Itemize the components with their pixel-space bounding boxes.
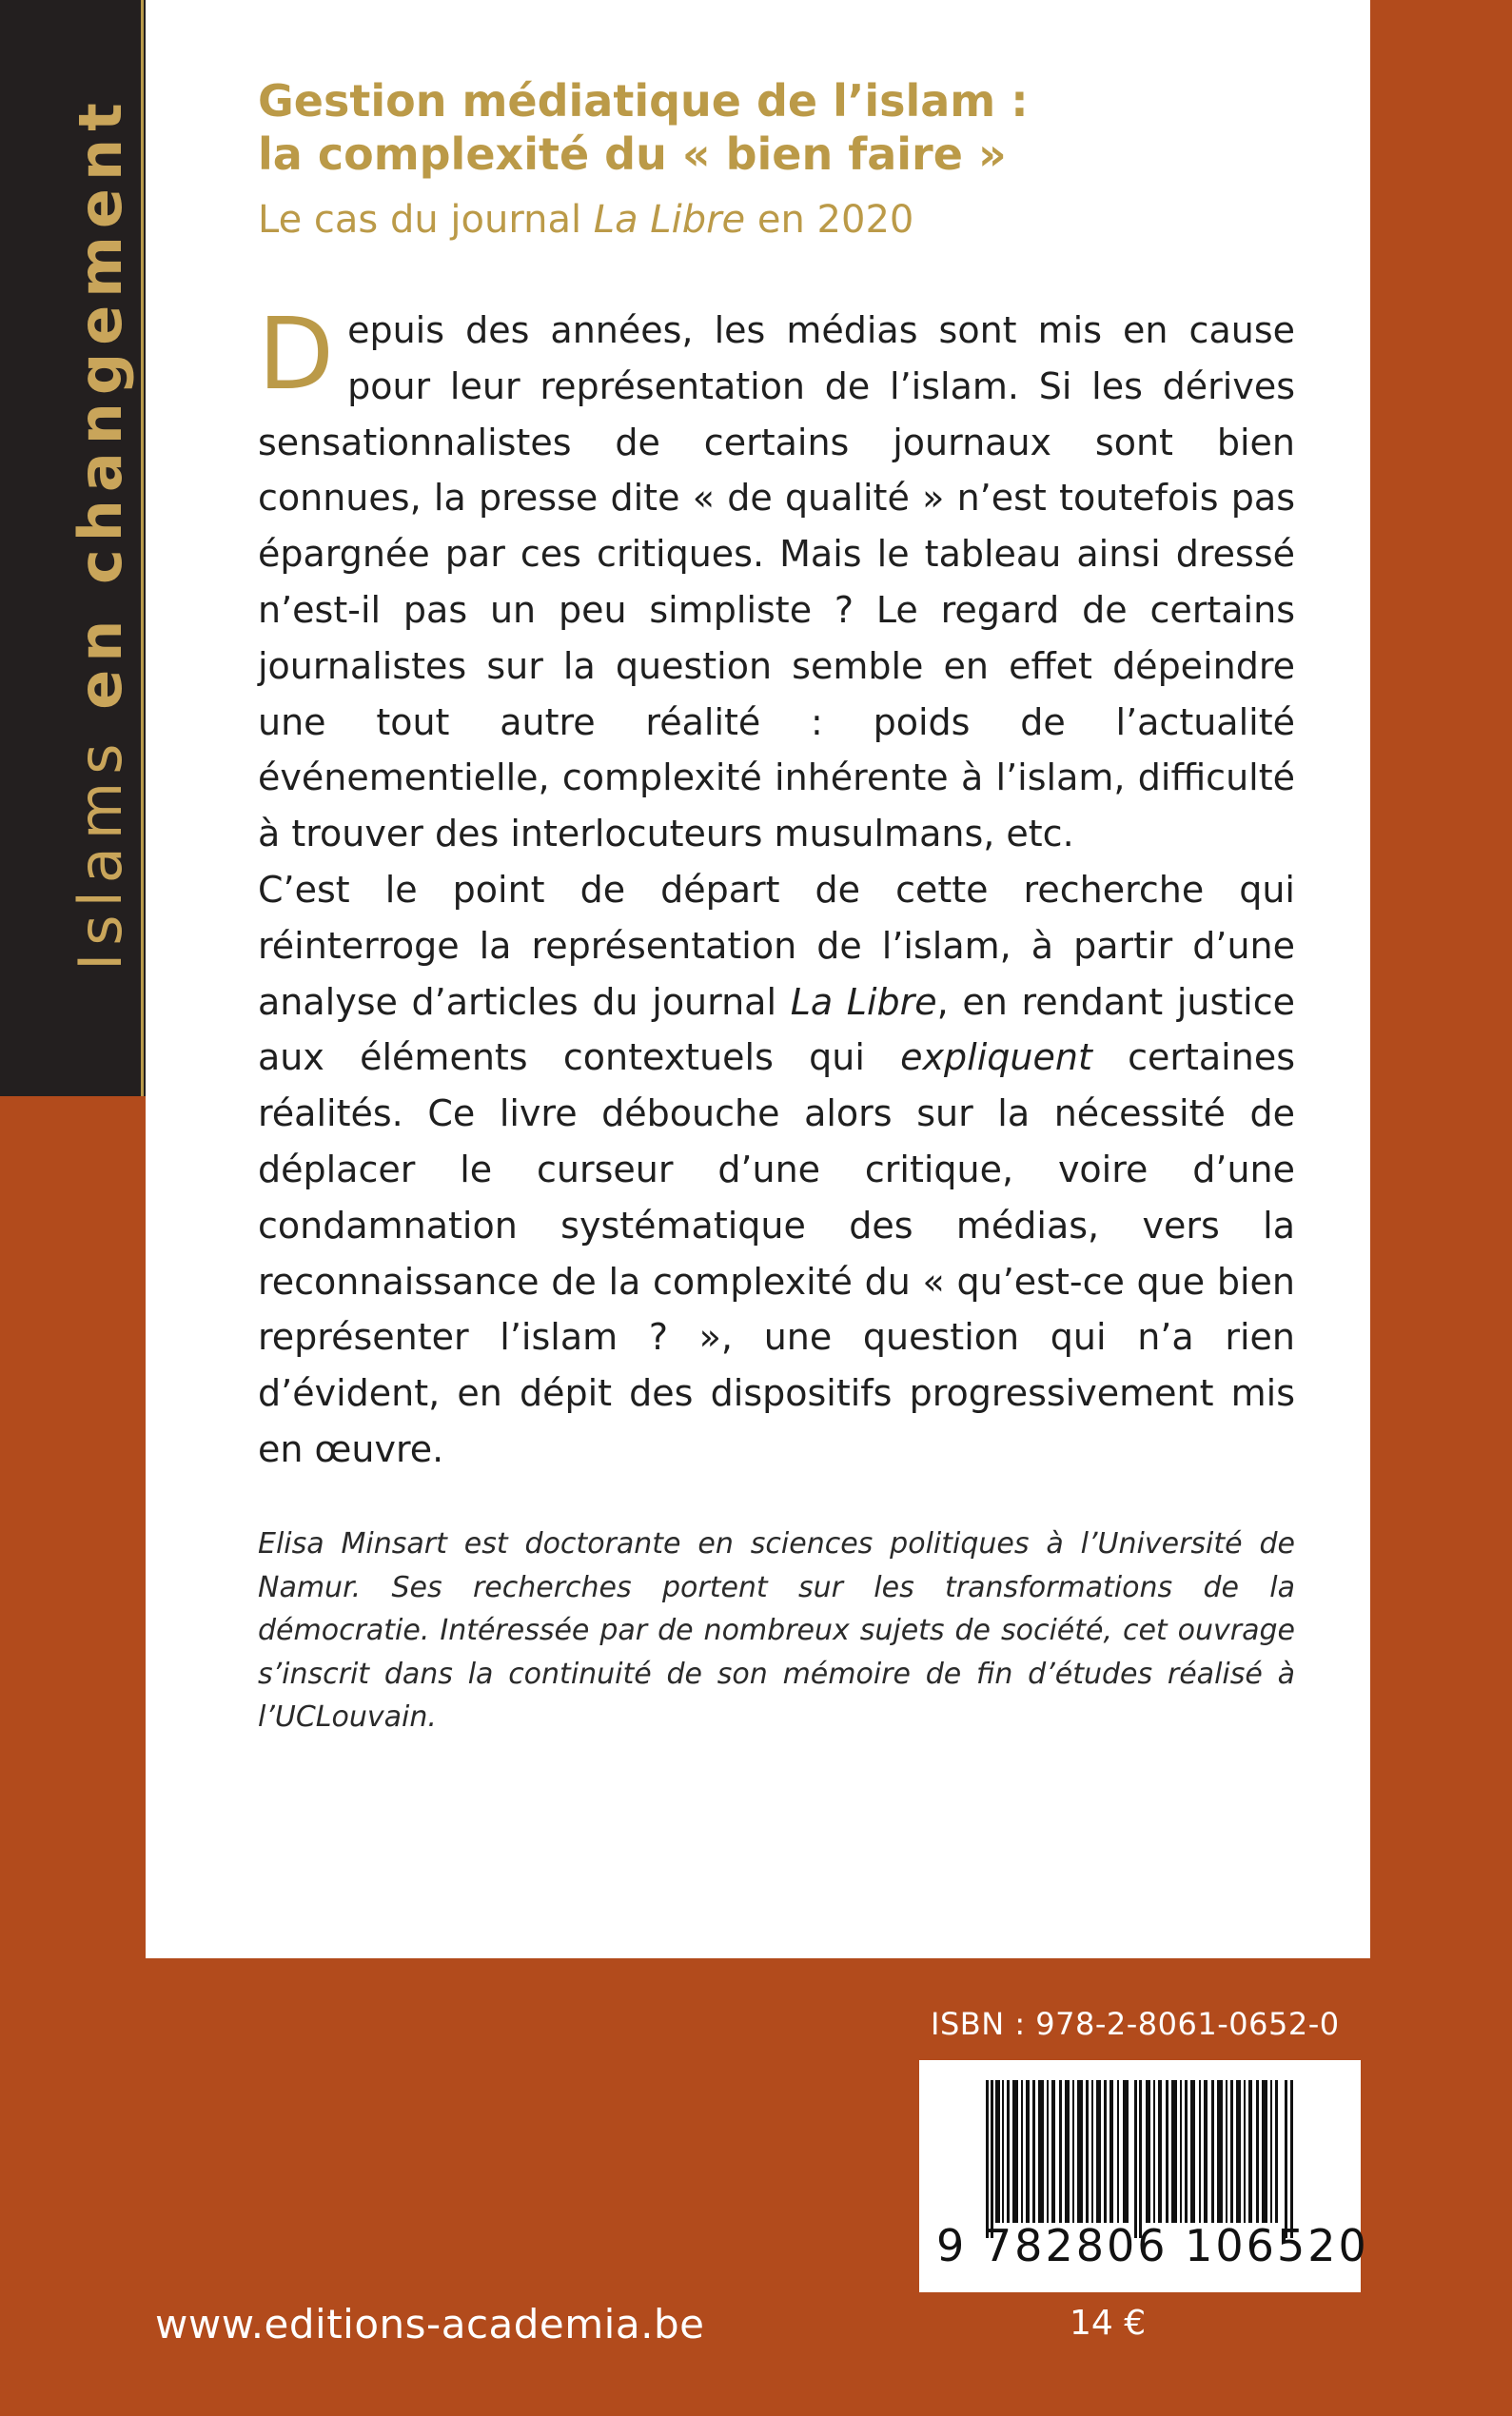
barcode-bar [1134, 2080, 1137, 2238]
series-title-text [66, 95, 135, 971]
barcode-bar [1171, 2080, 1177, 2223]
barcode-bar [1166, 2080, 1168, 2223]
barcode-bar [1047, 2080, 1049, 2223]
barcode-bar [1153, 2080, 1155, 2223]
barcode-bar [995, 2080, 1000, 2223]
barcode-bar [1096, 2080, 1101, 2223]
book-title [258, 74, 1305, 181]
book-title-line2: la complexité du « bien faire » [258, 128, 1007, 180]
author-bio: Elisa Minsart est doctorante en sciences politiques à l’Université de Namur. Ses recherches portent sur les transformations de la démocratie. Intéressée par de nombreux sujets de société, cet ouvrage s’inscrit dans la continuité de son mémoire de fin d’études réalisé à l’UCLouvain. [258, 1527, 1295, 1734]
barcode-digits-left: 782806 [983, 2220, 1168, 2271]
barcode-bar [1275, 2080, 1278, 2223]
price: 14 € [1070, 2304, 1147, 2343]
barcode-bar [1077, 2080, 1083, 2223]
barcode-bar [1244, 2080, 1246, 2223]
barcode-bar [1285, 2080, 1287, 2238]
barcode-bar [1032, 2080, 1035, 2223]
subtitle-before: Le cas du journal [258, 198, 594, 242]
barcode-bar [1180, 2080, 1182, 2223]
summary-paragraph-2 [258, 862, 1295, 1478]
summary-text [258, 296, 1295, 1478]
barcode-bar [1026, 2080, 1030, 2223]
barcode-bar [1059, 2080, 1062, 2223]
publisher-website: www.editions-academia.be [155, 2301, 705, 2347]
barcode-bar [986, 2080, 989, 2238]
barcode-bar [1002, 2080, 1004, 2223]
barcode-bar [1104, 2080, 1107, 2223]
barcode-bar [1038, 2080, 1044, 2223]
summary-p2-b: La Libre [790, 980, 937, 1023]
barcode-bar [1199, 2080, 1201, 2223]
barcode-bar [1248, 2080, 1252, 2223]
summary-paragraph-1 [258, 296, 1295, 862]
barcode-bar [1204, 2080, 1208, 2223]
isbn: ISBN : 978-2-8061-0652-0 [931, 2006, 1340, 2042]
barcode-bar [1185, 2080, 1188, 2223]
barcode-bar [1065, 2080, 1070, 2223]
barcode-bar [1086, 2080, 1089, 2223]
barcode-bar [1236, 2080, 1241, 2223]
barcode-bar [1256, 2080, 1259, 2223]
barcode-bar [1051, 2080, 1055, 2223]
barcode-bar [1211, 2080, 1214, 2223]
barcode-bar [1007, 2080, 1010, 2223]
barcode-bar [991, 2080, 993, 2238]
barcode-bar [1139, 2080, 1142, 2238]
barcode-bar [1230, 2080, 1233, 2223]
barcode-digits [936, 2220, 1369, 2271]
barcode-bar [1217, 2080, 1223, 2223]
barcode-digit-first: 9 [936, 2220, 968, 2271]
summary-p2-c: , en rendant justice aux éléments contextuels qui [258, 980, 1295, 1079]
barcode-bar [1021, 2080, 1023, 2223]
summary-p1-text: epuis des années, les médias sont mis en cause pour leur représentation de l’islam. Si les dérives sensationnalistes de certains journaux sont bien connues, la presse dite « de qualité » n’est toutefois pas épargnée par ces critiques. Mais le tableau ainsi dressé n’est-il pas un peu simpliste ? Le regard de certains journalistes sur la question semble en effet dépeindre une tout autre réalité : poids de l’actualité événementielle, complexité inhérente à l’islam, difficulté à trouver des interlocuteurs musulmans, etc. [258, 309, 1295, 855]
summary-p2-a: C’est le point de départ de cette recherche qui réinterroge la représentation de l’islam, à partir d’une analyse d’articles du journal [258, 868, 1295, 1023]
barcode [919, 2060, 1369, 2292]
series-title-part1: Islams [66, 709, 135, 971]
barcode-digits-right: 106520 [1185, 2220, 1369, 2271]
book-subtitle [258, 196, 1305, 244]
book-title-line1: Gestion médiatique de l’islam : [258, 75, 1029, 127]
barcode-bar [1146, 2080, 1150, 2223]
barcode-bar [1226, 2080, 1227, 2223]
barcode-bar [1190, 2080, 1195, 2223]
subtitle-after: en 2020 [745, 198, 914, 242]
drop-cap: D [258, 296, 335, 412]
back-cover-text-panel [146, 0, 1370, 1958]
barcode-bar [1091, 2080, 1093, 2223]
summary-p2-e: certaines réalités. Ce livre débouche alors sur la nécessité de déplacer le curseur d’une critique, voire d’une condamnation systématique des médias, vers la reconnaissance de la complexité du « qu’est-ce que bien représenter l’islam ? », une question qui n’a rien d’évident, en dépit des dispositifs progressivement mis en œuvre. [258, 1036, 1295, 1470]
barcode-bar [1270, 2080, 1272, 2223]
barcode-bar [1290, 2080, 1293, 2238]
barcode-bar [1012, 2080, 1018, 2223]
barcode-bar [1109, 2080, 1113, 2223]
barcode-bars [986, 2080, 1293, 2238]
series-title-part2: en changement [66, 95, 135, 710]
barcode-bar [1117, 2080, 1119, 2223]
barcode-bar [1158, 2080, 1162, 2223]
barcode-bar [1072, 2080, 1074, 2223]
barcode-bar [1262, 2080, 1267, 2223]
barcode-bar [1123, 2080, 1129, 2223]
subtitle-italic: La Libre [593, 198, 746, 242]
summary-p2-d: expliquent [900, 1036, 1092, 1079]
